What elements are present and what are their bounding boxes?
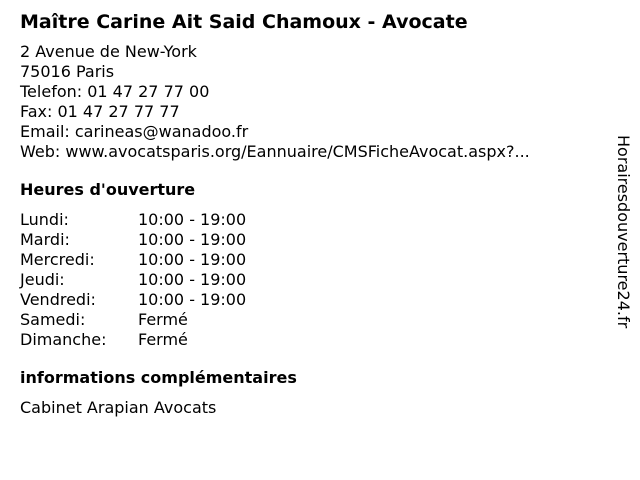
hours-row-tuesday xyxy=(20,230,610,250)
business-listing-card xyxy=(20,10,610,418)
hours-time: 10:00 - 19:00 xyxy=(138,210,247,229)
phone-label: Telefon: xyxy=(20,82,88,101)
hours-time: 10:00 - 19:00 xyxy=(138,250,247,269)
web-row xyxy=(20,142,610,162)
fax-label: Fax: xyxy=(20,102,58,121)
hours-time: 10:00 - 19:00 xyxy=(138,290,247,309)
additional-info-text: Cabinet Arapian Avocats xyxy=(20,398,217,417)
hours-day: Mardi: xyxy=(20,230,70,249)
hours-row-thursday xyxy=(20,270,610,290)
address-city: 75016 Paris xyxy=(20,62,115,81)
web-label: Web: xyxy=(20,142,66,161)
email-label: Email: xyxy=(20,122,75,141)
phone-link[interactable]: 01 47 27 77 00 xyxy=(87,82,210,101)
opening-hours-heading: Heures d'ouverture xyxy=(20,180,196,199)
hours-row-monday xyxy=(20,210,610,230)
page-title: Maître Carine Ait Said Chamoux - Avocate xyxy=(20,11,468,33)
address-street: 2 Avenue de New-York xyxy=(20,42,197,61)
contact-block xyxy=(20,42,610,162)
hours-day: Lundi: xyxy=(20,210,69,229)
hours-time: Fermé xyxy=(138,330,188,349)
hours-time: 10:00 - 19:00 xyxy=(138,230,247,249)
additional-info-heading: informations complémentaires xyxy=(20,368,297,387)
phone-row xyxy=(20,82,610,102)
opening-hours-table xyxy=(20,210,610,350)
website-link[interactable]: www.avocatsparis.org/Eannuaire/CMSFicheAvocat.aspx?... xyxy=(65,142,530,161)
email-row xyxy=(20,122,610,142)
site-watermark: Horairesdouverture24.fr xyxy=(614,135,633,329)
hours-row-wednesday xyxy=(20,250,610,270)
fax-row xyxy=(20,102,610,122)
hours-row-sunday xyxy=(20,330,610,350)
fax-value: 01 47 27 77 77 xyxy=(57,102,180,121)
hours-time: 10:00 - 19:00 xyxy=(138,270,247,289)
hours-day: Vendredi: xyxy=(20,290,96,309)
email-link[interactable]: carineas@wanadoo.fr xyxy=(74,122,249,141)
hours-row-friday xyxy=(20,290,610,310)
hours-day: Samedi: xyxy=(20,310,86,329)
hours-day: Jeudi: xyxy=(20,270,65,289)
hours-time: Fermé xyxy=(138,310,188,329)
hours-day: Dimanche: xyxy=(20,330,107,349)
hours-row-saturday xyxy=(20,310,610,330)
hours-day: Mercredi: xyxy=(20,250,95,269)
